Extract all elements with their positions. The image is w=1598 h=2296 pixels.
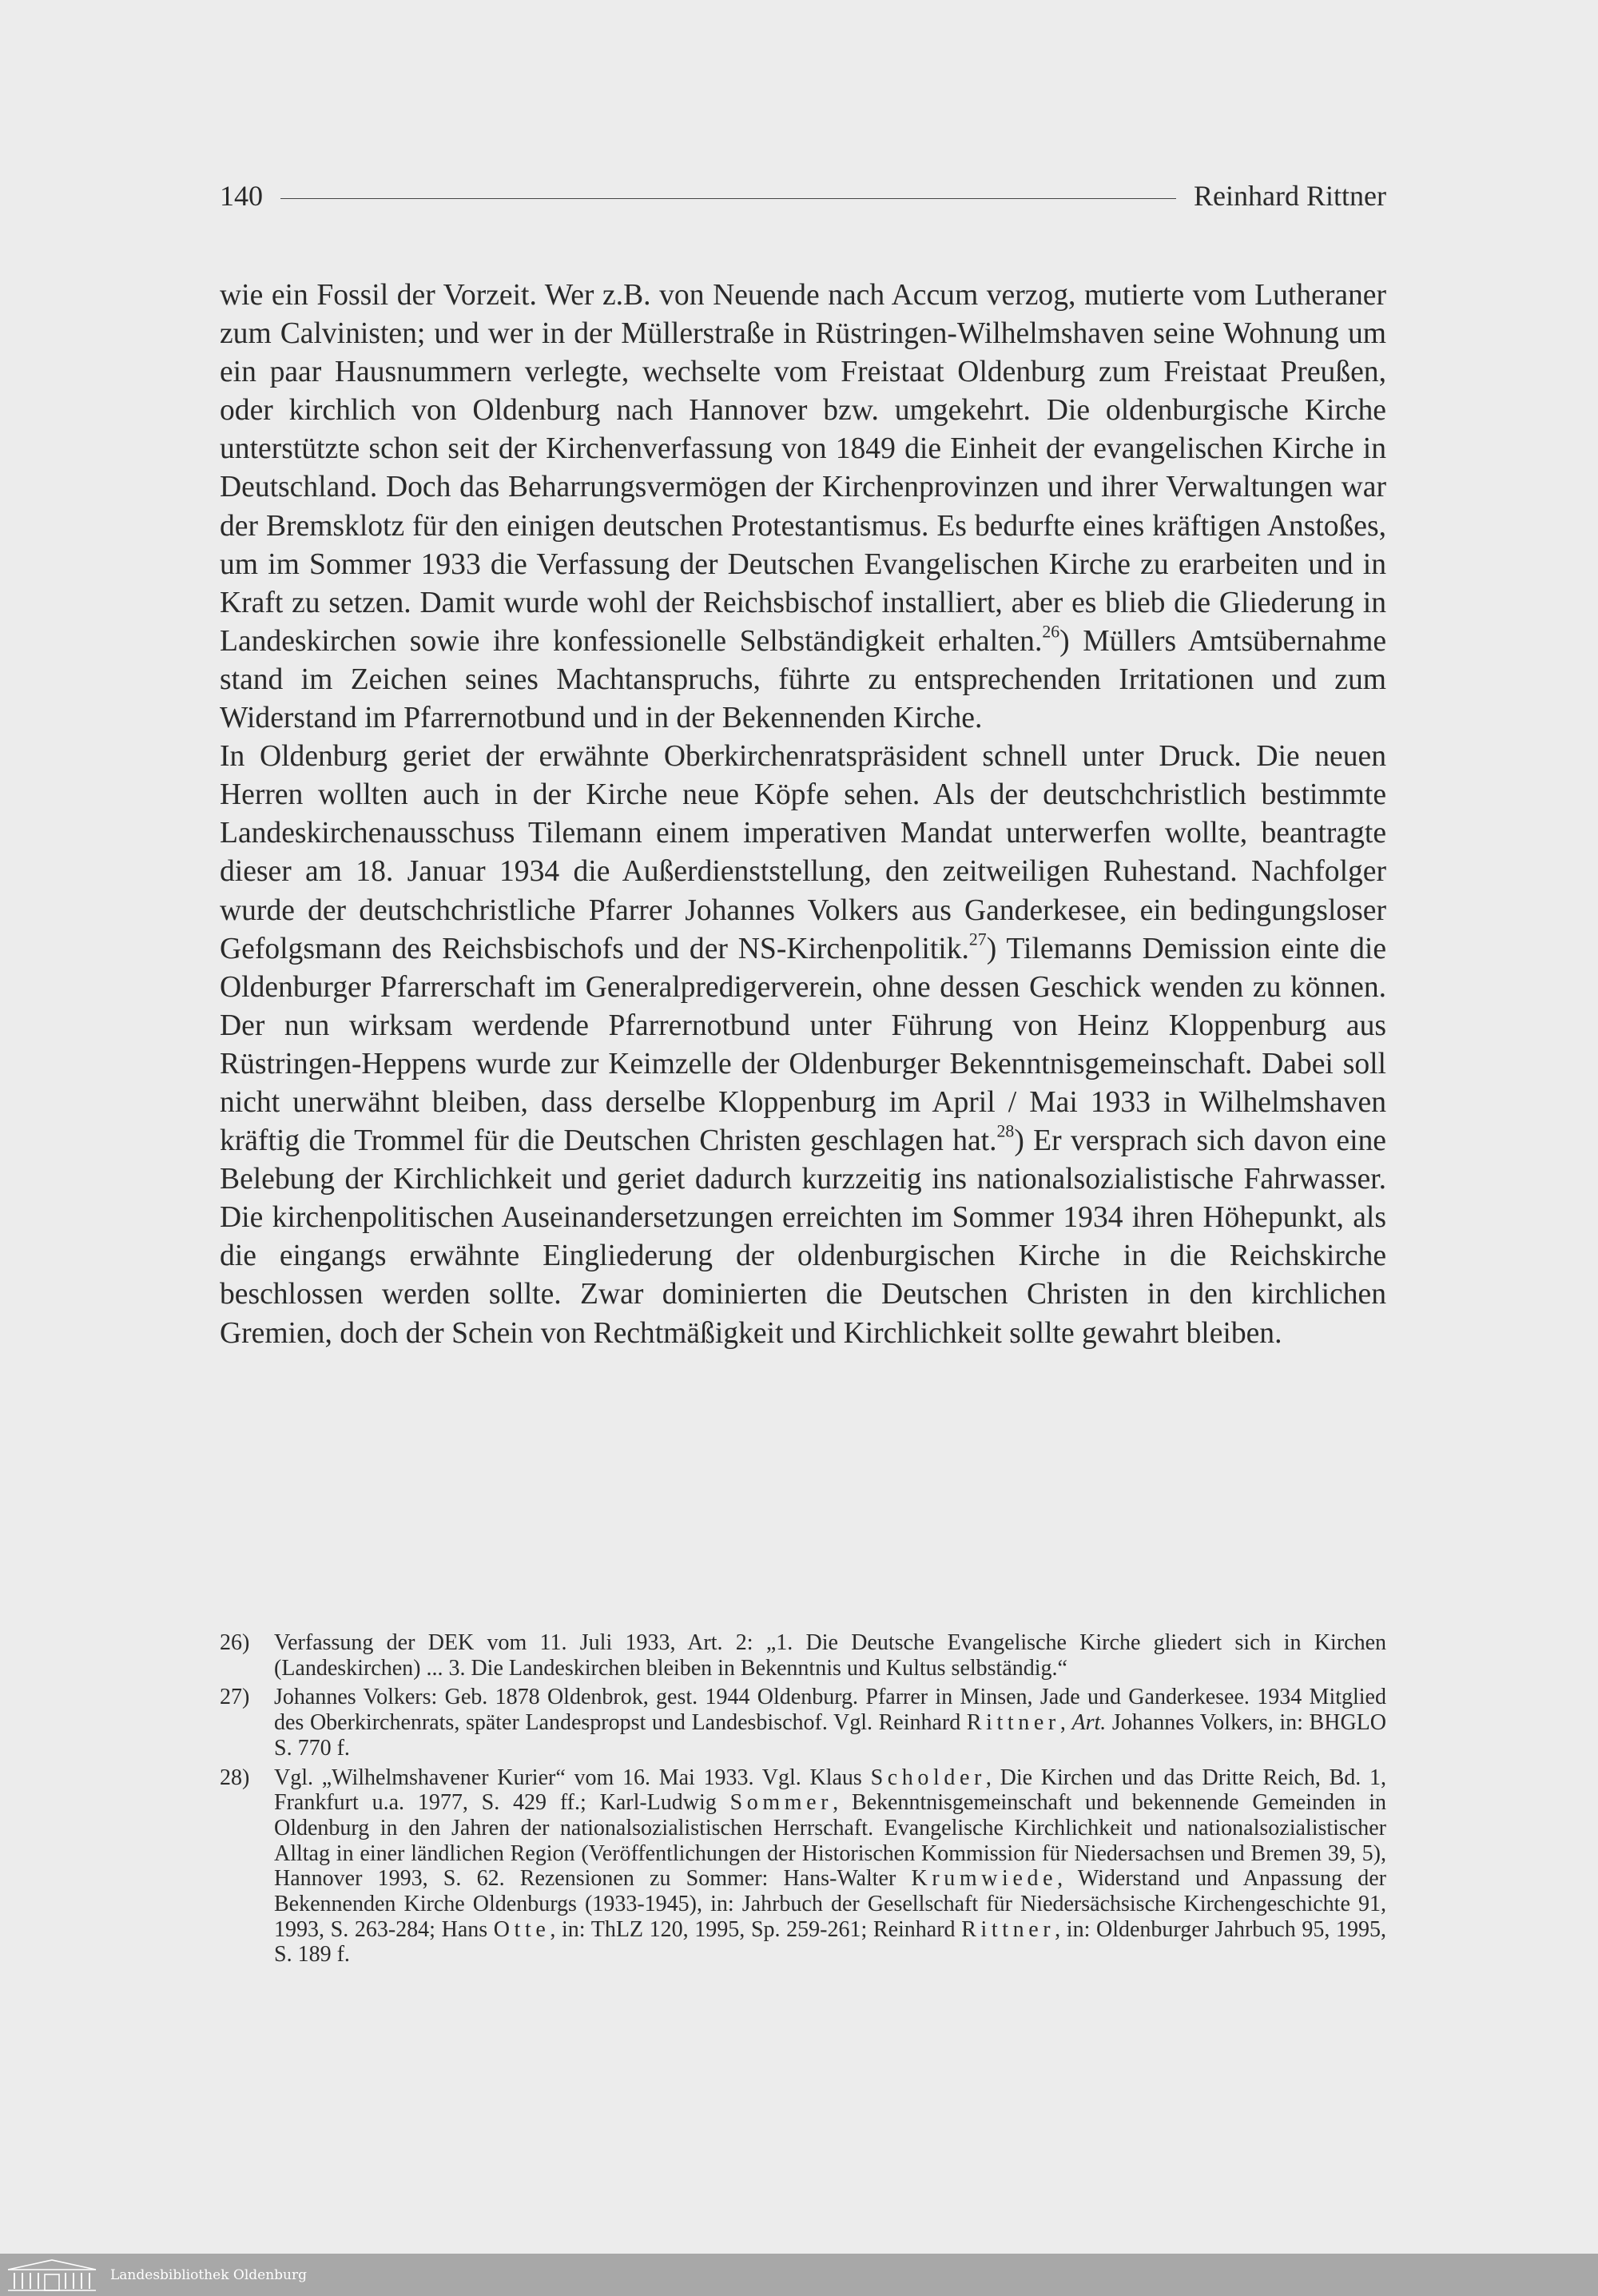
paragraph-2-part-c: ) Er versprach sich davon eine Belebung der Kirchlichkeit und geriet dadurch kurzzeitig ins nationalsozialistische Fahrwasser. Die kirchenpolitischen Auseinandersetzungen erreichten im Sommer 1934 ihren Höhepunkt, als die eingangs erwähnte Eingliederung der oldenburgischen Kirche in die Reichskirche beschlossen werden sollte. Zwar dominierten die Deutschen Christen in den kirchlichen Gremien, doch der Schein von Rechtmäßigkeit und Kirchlichkeit sollte gewahrt bleiben. <box>220 1124 1386 1350</box>
footnote-ref-27: 27 <box>968 929 987 949</box>
library-name: Landesbibliothek Oldenburg <box>110 2266 308 2283</box>
footnote-text-part: , Die Kirchen und das Dritte Reich, Bd. 1, Frankfurt u.a. 1977, S. 429 ff.; Karl-Ludwig <box>274 1765 1386 1816</box>
footnote-28 <box>220 1765 1386 1968</box>
paragraph-1 <box>220 277 1386 738</box>
footnote-ref-28: 28 <box>996 1121 1015 1141</box>
author-name-spaced: Rittner <box>961 1916 1055 1942</box>
footnote-text-part: Johannes Volkers, in: BHGLO S. 770 f. <box>274 1710 1387 1761</box>
footnote-ref-26: 26 <box>1042 622 1060 642</box>
running-header-author: Reinhard Rittner <box>1194 180 1386 212</box>
footnote-text-part: Vgl. „Wilhelmshavener Kurier“ vom 16. Mai 1933. Vgl. Klaus <box>274 1765 871 1790</box>
footnote-text-part: , in: ThLZ 120, 1995, Sp. 259-261; Reinhard <box>550 1916 962 1942</box>
footnote-text-part: , <box>1059 1710 1072 1736</box>
page-number: 140 <box>220 180 263 212</box>
author-name-spaced: Otte <box>493 1916 551 1942</box>
footnote-27 <box>220 1685 1386 1761</box>
library-footer-bar <box>0 2254 1598 2296</box>
footnote-text <box>274 1685 1386 1761</box>
footnote-text-part: , in: Oldenburger Jahrbuch 95, 1995, S. 189 f. <box>274 1916 1386 1968</box>
footnote-26 <box>220 1630 1386 1681</box>
body-text <box>220 277 1386 1353</box>
author-name-spaced: Sommer <box>729 1790 833 1816</box>
author-name-spaced: Scholder <box>870 1765 986 1790</box>
paragraph-1-part-a: wie ein Fossil der Vorzeit. Wer z.B. von Neuende nach Accum verzog, mutierte vom Lutheraner zum Calvinisten; und wer in der Müllerstraße in Rüstringen-Wilhelmshaven seine Wohnung um ein paar Hausnummern verlegte, wechselte vom Freistaat Oldenburg zum Freistaat Preußen, oder kirchlich von Oldenburg nach Hannover bzw. umgekehrt. Die oldenburgische Kirche unterstützte schon seit der Kirchenverfassung von 1849 die Einheit der evangelischen Kirche in Deutschland. Doch das Beharrungsvermögen der Kirchenprovinzen und ihrer Verwaltungen war der Bremsklotz für den einigen deutschen Protestantismus. Es bedurfte eines kräftigen Anstoßes, um im Sommer 1933 die Verfassung der Deutschen Evangelischen Kirche zu erarbeiten und in Kraft zu setzen. Damit wurde wohl der Reichsbischof installiert, aber es blieb die Gliederung in Landeskirchen sowie ihre konfessionelle Selbständigkeit erhalten. <box>220 279 1386 658</box>
footnotes <box>220 1630 1386 1972</box>
header-rule <box>280 198 1176 199</box>
footnote-text-part: , Widerstand und Anpassung der Bekennenden Kirche Oldenburgs (1933-1945), in: Jahrbuch der Gesellschaft für Niedersächsische Kirchengeschichte 91, 1993, S. 263-284; Hans <box>274 1866 1386 1942</box>
footnote-italic: Art. <box>1071 1710 1107 1736</box>
running-header <box>220 176 1386 216</box>
footnote-number: 28) <box>220 1765 250 1790</box>
footnote-text: Verfassung der DEK vom 11. Juli 1933, Art. 2: „1. Die Deutsche Evangelische Kirche gliedert sich in Kirchen (Landeskirchen) ... 3. Die Landeskirchen bleiben in Bekenntnis und Kultus selbständig.“ <box>274 1630 1386 1681</box>
footnote-text <box>274 1765 1386 1968</box>
author-name-spaced: Krumwiede <box>911 1866 1058 1892</box>
footnote-number: 26) <box>220 1630 250 1655</box>
paragraph-2-part-a: In Oldenburg geriet der erwähnte Oberkirchenratspräsident schnell unter Druck. Die neuen Herren wollten auch in der Kirche neue Köpfe sehen. Als der deutschchristlich bestimmte Landeskirchenausschuss Tilemann einem imperativen Mandat unterwerfen wollte, beantragte dieser am 18. Januar 1934 die Außerdienststellung, den zeitweiligen Ruhestand. Nachfolger wurde der deutschchristliche Pfarrer Johannes Volkers aus Ganderkesee, ein bedingungsloser Gefolgsmann des Reichsbischofs und der NS-Kirchenpolitik. <box>220 740 1386 965</box>
paragraph-2 <box>220 738 1386 1353</box>
footnote-number: 27) <box>220 1685 250 1710</box>
library-building-icon <box>5 2257 99 2294</box>
author-name-spaced: Rittner <box>966 1710 1060 1736</box>
footnote-text-part: Johannes Volkers: Geb. 1878 Oldenbrok, gest. 1944 Oldenburg. Pfarrer in Minsen, Jade und Ganderkesee. 1934 Mitglied des Oberkirchenrats, später Landespropst und Landesbischof. Vgl. Reinhard <box>274 1685 1386 1736</box>
footnote-text-part: , Bekenntnisgemeinschaft und bekennende Gemeinden in Oldenburg in den Jahren der nationalsozialistischen Herrschaft. Evangelische Kirchlichkeit und nationalsozialistischer Alltag in einer ländlichen Region (Veröffentlichungen der Historischen Kommission für Niedersachsen und Bremen 39, 5), Hannover 1993, S. 62. Rezensionen zu Sommer: Hans-Walter <box>274 1790 1387 1892</box>
paragraph-2-part-b: ) Tilemanns Demission einte die Oldenburger Pfarrerschaft im Generalpredigerverein, ohne dessen Geschick wenden zu können. Der nun wirksam werdende Pfarrernotbund unter Führung von Heinz Kloppenburg aus Rüstringen-Heppens wurde zur Keimzelle der Oldenburger Bekenntnisgemeinschaft. Dabei soll nicht unerwähnt bleiben, dass derselbe Kloppenburg im April / Mai 1933 in Wilhelmshaven kräftig die Trommel für die Deutschen Christen geschlagen hat. <box>220 932 1387 1158</box>
paragraph-1-part-b: ) Müllers Amtsübernahme stand im Zeichen seines Machtanspruchs, führte zu entsprechenden Irritationen und zum Widerstand im Pfarrernotbund und in der Bekennenden Kirche. <box>220 624 1386 735</box>
